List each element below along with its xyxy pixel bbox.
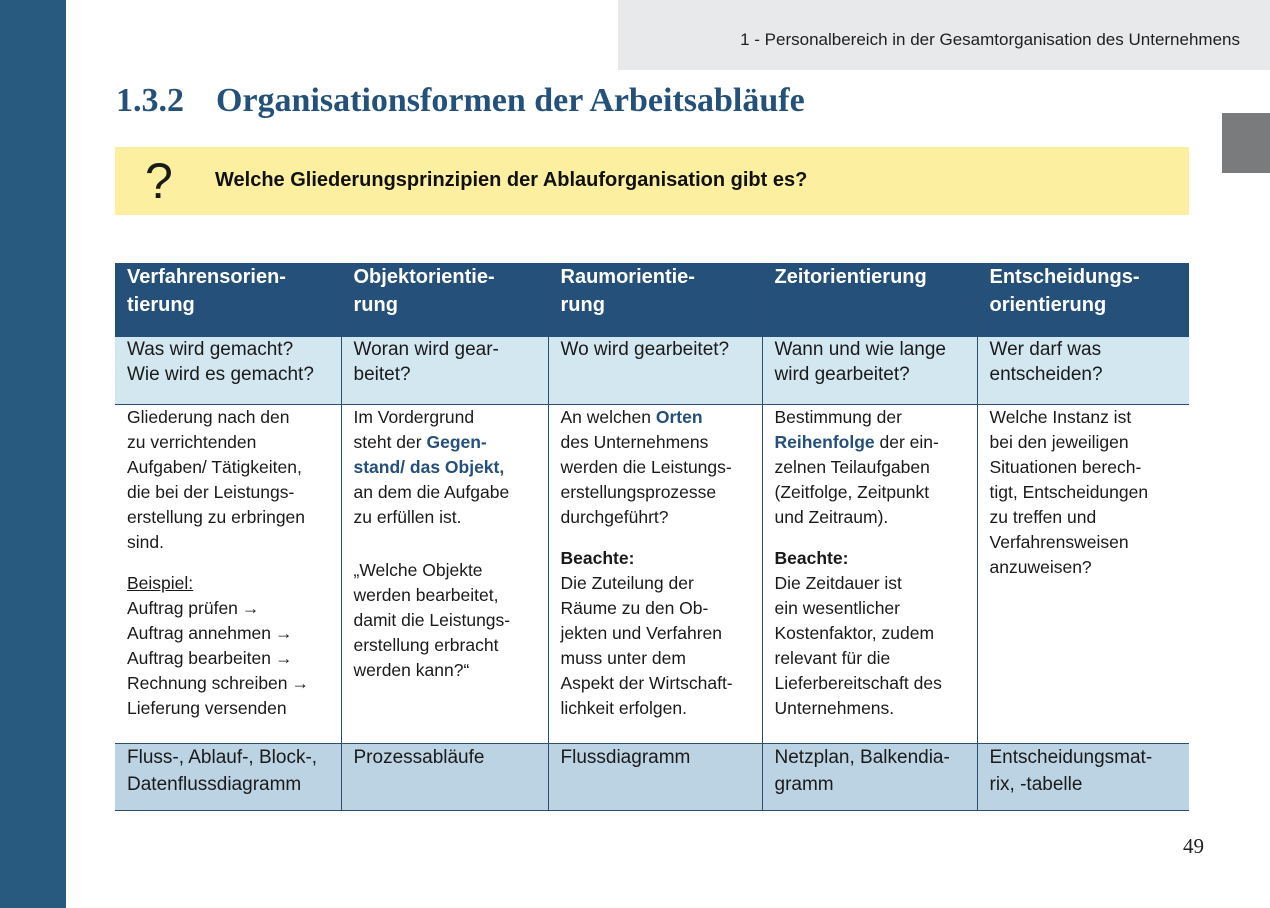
example-step: Auftrag prüfen → bbox=[127, 596, 331, 621]
example-step: Auftrag annehmen → bbox=[127, 621, 331, 646]
arrow-right-icon: → bbox=[291, 672, 310, 693]
example-step: Auftrag bearbeiten → bbox=[127, 646, 331, 671]
question-cell: Was wird gemacht? Wie wird es gemacht? bbox=[115, 337, 341, 404]
page-number: 49 bbox=[1183, 834, 1204, 858]
section-heading bbox=[116, 82, 805, 120]
left-sidebar-bar bbox=[0, 0, 66, 908]
running-header bbox=[618, 0, 1270, 70]
description-entscheidung: Welche Instanz ist bei den jeweiligen Situationen berech- tigt, Entscheidungen zu treffen und Verfahrensweisen anzuweisen? bbox=[977, 404, 1189, 743]
header-verfahrensorientierung: Verfahrensorien- tierung bbox=[115, 263, 341, 337]
description-objekt: Im Vordergrund steht der Gegen- stand/ das Objekt, an dem die Aufgabe zu erfüllen ist. „Welche Objekte werden bearbeitet, damit die Leistungs- erstellung erbracht werden kann?“ bbox=[341, 404, 548, 743]
question-mark-icon: ? bbox=[145, 153, 173, 209]
section-number: 1.3.2 bbox=[116, 82, 184, 119]
note-label: Beachte: bbox=[560, 547, 635, 568]
question-text: Welche Gliederungsprinzipien der Ablauforganisation gibt es? bbox=[215, 169, 808, 191]
table-question-row bbox=[115, 337, 1189, 404]
question-cell: Woran wird gear- beitet? bbox=[341, 337, 548, 404]
tools-cell: Fluss-, Ablauf-, Block-, Datenflussdiagramm bbox=[115, 743, 341, 810]
description-zeit: Bestimmung der Reihenfolge der ein- zelnen Teilaufgaben (Zeitfolge, Zeitpunkt und Zeitraum). Beachte: Die Zeitdauer ist ein wesentlicher Kostenfaktor, zudem relevant für die Lieferbereitschaft des Unternehmens. bbox=[762, 404, 977, 743]
description-raum: An welchen Orten des Unternehmens werden die Leistungs- erstellungsprozesse durchgeführt? Beachte: Die Zuteilung der Räume zu den Ob- jekten und Verfahren muss unter dem Aspekt der Wirtschaft- lichkeit erfolgen. bbox=[548, 404, 762, 743]
tools-cell: Netzplan, Balkendia- gramm bbox=[762, 743, 977, 810]
tools-cell: Flussdiagramm bbox=[548, 743, 762, 810]
question-box bbox=[115, 147, 1189, 215]
organization-forms-table bbox=[115, 263, 1189, 811]
note-label: Beachte: bbox=[774, 547, 849, 568]
example-label: Beispiel: bbox=[127, 572, 194, 593]
example-step: Rechnung schreiben → bbox=[127, 671, 331, 696]
arrow-right-icon: → bbox=[275, 647, 293, 668]
example-step: Lieferung versenden bbox=[127, 697, 287, 718]
arrow-right-icon: → bbox=[241, 597, 260, 618]
question-cell: Wer darf was entscheiden? bbox=[977, 337, 1189, 404]
tools-cell: Prozessabläufe bbox=[341, 743, 548, 810]
chapter-tab-marker bbox=[1222, 113, 1270, 173]
header-entscheidungsorientierung: Entscheidungs- orientierung bbox=[977, 263, 1189, 337]
section-title: Organisationsformen der Arbeitsabläufe bbox=[216, 82, 805, 119]
tools-cell: Entscheidungsmat- rix, -tabelle bbox=[977, 743, 1189, 810]
arrow-right-icon: → bbox=[275, 622, 293, 643]
description-verfahren: Gliederung nach den zu verrichtenden Aufgaben/ Tätigkeiten, die bei der Leistungs- erstellung zu erbringen sind. Beispiel: Auftrag prüfen → Auftrag annehmen → Auftrag bearbeiten → Rechnung schreiben → Lieferung versenden bbox=[115, 404, 341, 743]
table-header-row bbox=[115, 263, 1189, 337]
question-cell: Wann und wie lange wird gearbeitet? bbox=[762, 337, 977, 404]
header-zeitorientierung: Zeitorientierung bbox=[762, 263, 977, 337]
chapter-title: 1 - Personalbereich in der Gesamtorganisation des Unternehmens bbox=[740, 30, 1240, 49]
header-raumorientierung: Raumorientie- rung bbox=[548, 263, 762, 337]
question-cell: Wo wird gearbeitet? bbox=[548, 337, 762, 404]
table-description-row bbox=[115, 404, 1189, 743]
table-tools-row bbox=[115, 743, 1189, 810]
header-objektorientierung: Objektorientie- rung bbox=[341, 263, 548, 337]
